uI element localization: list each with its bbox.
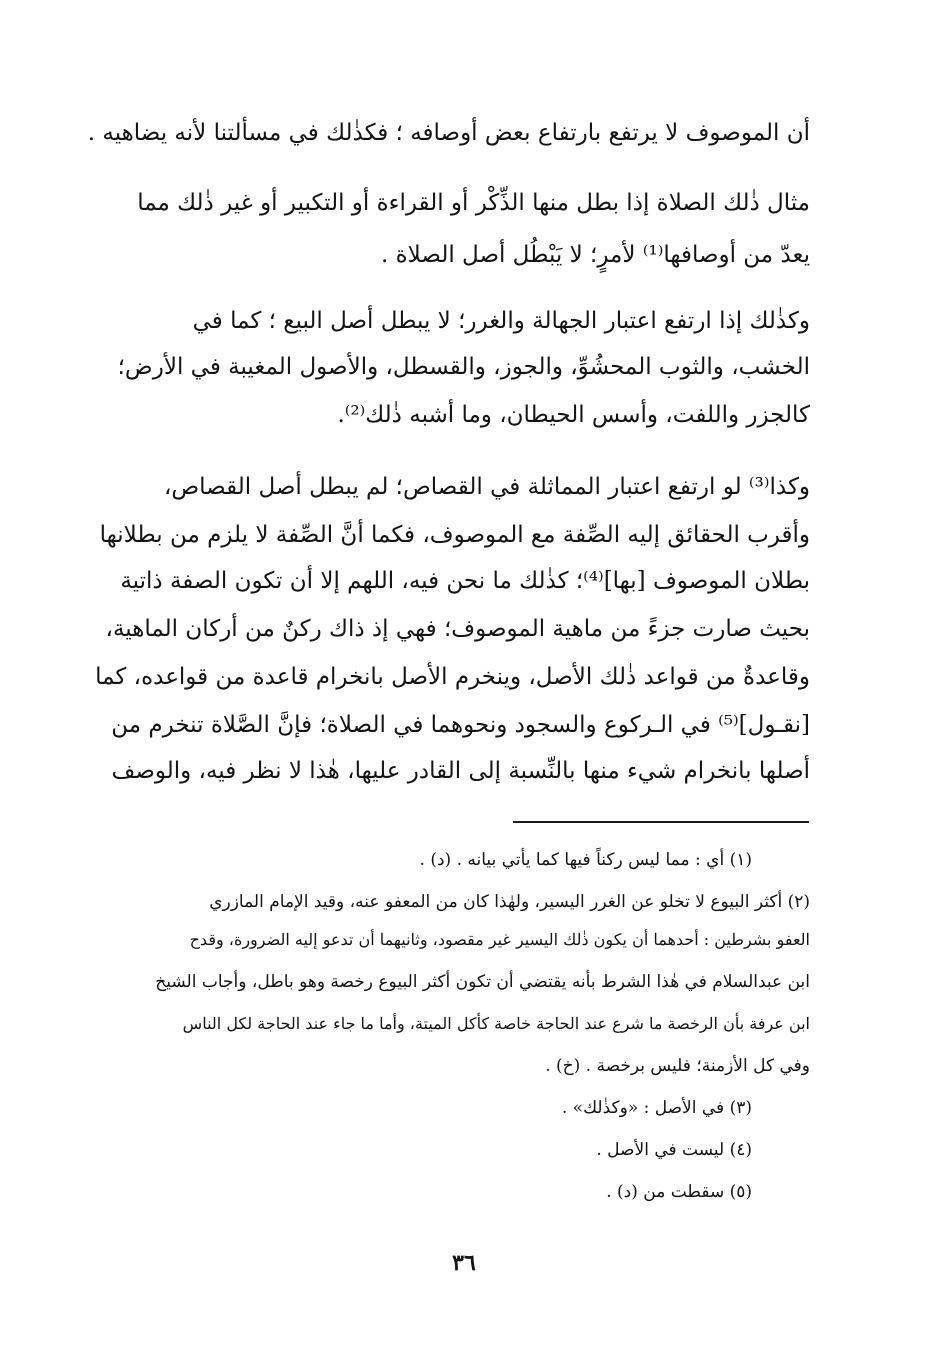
text-line-5: الخشب، والثوب المحشُوِّ، والجوز، والقسطل، والأصول المغيبة في الأرض؛ xyxy=(117,354,810,380)
footnote-2-line-2: العفو بشرطين : أحدهما أن يكون ذٰلك اليسير غير مقصود، وثانيهما أن تدعو إليه الضرورة، وقدح xyxy=(189,930,810,949)
page-number: ٣٦ xyxy=(452,1250,476,1276)
text-line-8: وأقرب الحقائق إليه الصِّفة مع الموصوف، فكما أنَّ الصِّفة لا يلزم من بطلانها xyxy=(99,522,810,548)
text-line-3: يعدّ من أوصافها⁽¹⁾ لأمرٍ؛ لا يَبْطُل أصل الصلاة . xyxy=(380,242,810,268)
text-line-4: وكذٰلك إذا ارتفع اعتبار الجهالة والغرر؛ لا يبطل أصل البيع ؛ كما في xyxy=(192,308,810,334)
text-line-1: أن الموصوف لا يرتفع بارتفاع بعض أوصافه ؛ فكذٰلك في مسألتنا لأنه يضاهيه . xyxy=(87,120,810,146)
footnote-2-line-5: وفي كل الأزمنة؛ فليس برخصة . (خ) . xyxy=(545,1056,810,1076)
text-line-11: وقاعدةٌ من قواعد ذٰلك الأصل، وينخرم الأصل بانخرام قاعدة من قواعده، كما xyxy=(95,664,810,690)
text-line-10: بحيث صارت جزءً من ماهية الموصوف؛ فهي إذ ذاك ركنٌ من أركان الماهية، xyxy=(105,616,810,642)
footnote-4: (٤) ليست في الأصل . xyxy=(596,1140,752,1160)
footnote-separator xyxy=(513,821,809,823)
footnote-2-line-4: ابن عرفة بأن الرخصة ما شرع عند الحاجة خاصة كأكل الميتة، وأما ما جاء عند الحاجة لكل الناس xyxy=(182,1014,810,1033)
text-line-7: وكذا⁽³⁾ لو ارتفع اعتبار المماثلة في القصاص؛ لم يبطل أصل القصاص، xyxy=(163,474,810,500)
text-line-13: أصلها بانخرام شيء منها بالنِّسبة إلى القادر عليها، هٰذا لا نظر فيه، والوصف xyxy=(111,758,810,784)
text-line-6: كالجزر واللفت، وأسس الحيطان، وما أشبه ذٰلك⁽²⁾. xyxy=(337,402,810,428)
footnote-2-line-1: (٢) أكثر البيوع لا تخلو عن الغرر اليسير، ولهٰذا كان من المعفو عنه، وقيد الإمام المازري xyxy=(209,892,810,912)
footnote-3: (٣) في الأصل : «وكذٰلك» . xyxy=(561,1098,752,1118)
text-line-9: بطلان الموصوف [بها]⁽⁴⁾؛ كذٰلك ما نحن فيه، اللهم إلا أن تكون الصفة ذاتية xyxy=(120,568,810,594)
footnote-1: (١) أي : مما ليس ركناً فيها كما يأتي بيانه . (د) . xyxy=(419,850,752,870)
footnote-2-line-3: ابن عبدالسلام في هٰذا الشرط بأنه يقتضي أن تكون أكثر البيوع رخصة وهو باطل، وأجاب الشيخ xyxy=(155,972,810,992)
text-line-2: مثال ذٰلك الصلاة إذا بطل منها الذِّكْر أو القراءة أو التكبير أو غير ذٰلك مما xyxy=(137,190,810,216)
text-line-12: [نقـول]⁽⁵⁾ في الـركوع والسجود ونحوهما في الصلاة؛ فإنَّ الصَّلاة تنخرم من xyxy=(111,712,810,738)
footnote-5: (٥) سقطت من (د) . xyxy=(606,1182,752,1202)
